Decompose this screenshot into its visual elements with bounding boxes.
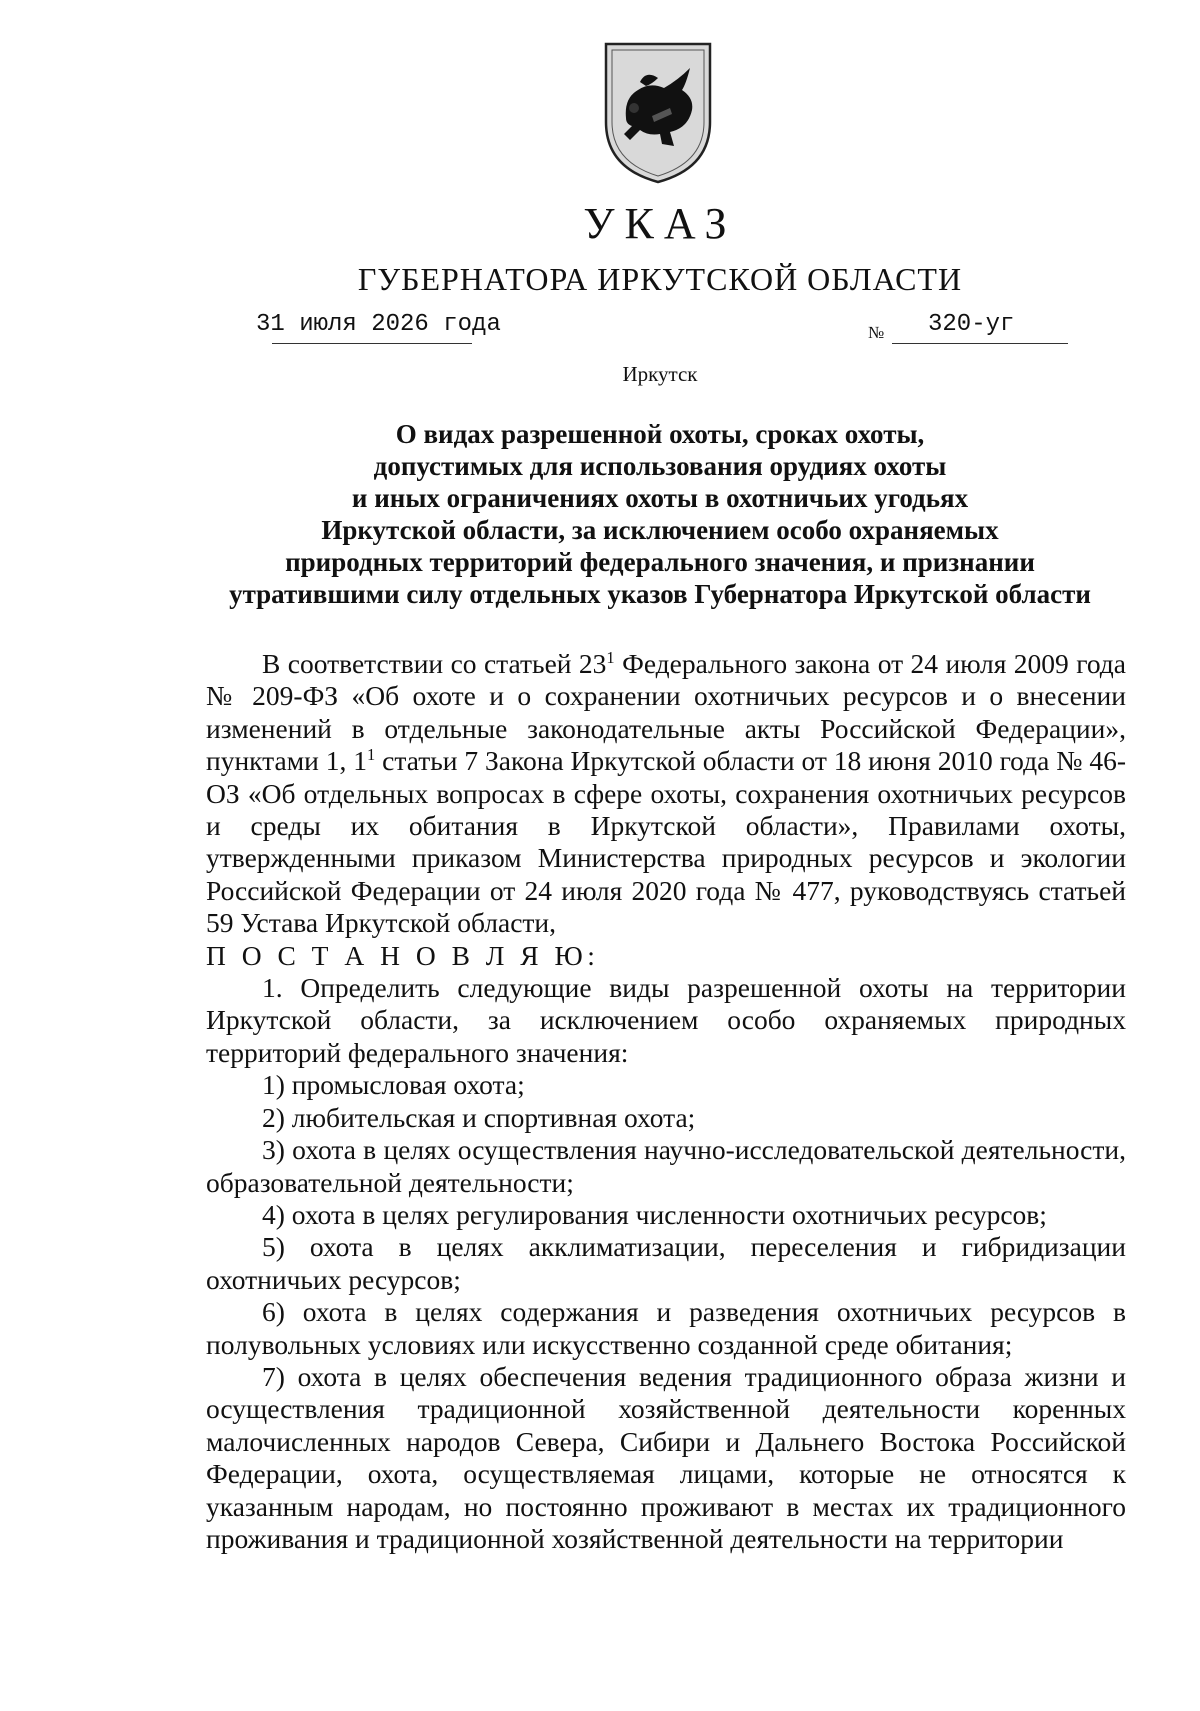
decree-word: П О С Т А Н О В Л Я Ю:	[206, 939, 600, 971]
number-underline	[892, 343, 1068, 344]
number-label: №	[868, 323, 885, 342]
preamble-text-2: Федерального закона от 24 июля 2009 года № 209-ФЗ «Об охоте и о сохранении охотничьих ресурсов и о внесении изменений в отдельные законодательные акты Российской Федерации», пунктами 1, 1	[206, 648, 1126, 777]
decree-body	[206, 648, 1126, 1555]
decree-number: 320-уг	[928, 311, 1015, 338]
superscript: 1	[606, 647, 615, 667]
decree-date: 31 июля 2026 года	[256, 311, 501, 338]
heading-line: О видах разрешенной охоты, сроках охоты,	[395, 419, 925, 449]
heading-line: допустимых для использования орудиях охоты	[373, 451, 947, 481]
preamble-text-3: статьи 7 Закона Иркутской области от 18 июня 2010 года № 46-ОЗ «Об отдельных вопросах в сфере охоты, сохранения охотничьих ресурсов и среды их обитания в Иркутской области», Правилами охоты, утвержденными приказом Министерства природных ресурсов и экологии Российской Федерации от 24 июля 2020 года № 477, руководствуясь статьей 59 Устава Иркутской области,	[206, 745, 1126, 939]
issuer-title: ГУБЕРНАТОРА ИРКУТСКОЙ ОБЛАСТИ	[357, 261, 963, 297]
item-paragraph: 1) промысловая охота;	[262, 1069, 525, 1101]
item-paragraph: 1. Определить следующие виды разрешенной охоты на территории Иркутской области, за исключением особо охраняемых природных территорий федерального значения:	[206, 972, 1126, 1068]
item-paragraph: 2) любительская и спортивная охота;	[262, 1101, 696, 1133]
heading-line: природных территорий федерального значения, и признании	[285, 547, 1035, 577]
preamble-text-1: В соответствии со статьей 23	[262, 648, 607, 679]
document-type-title: УКАЗ	[583, 199, 737, 248]
heading-line: и иных ограничениях охоты в охотничьих угодьях	[351, 483, 969, 513]
decree-heading	[200, 418, 1120, 610]
item-paragraph: 4) охота в целях регулирования численности охотничьих ресурсов;	[262, 1198, 1047, 1230]
item-paragraph: 5) охота в целях акклиматизации, переселения и гибридизации охотничьих ресурсов;	[206, 1231, 1126, 1295]
item-paragraph: 7) охота в целях обеспечения ведения традиционного образа жизни и осуществления традиционной хозяйственной деятельности коренных малочисленных народов Севера, Сибири и Дальнего Востока Российской Федерации, охота, осуществляемая лицами, которые не относятся к указанным народам, но постоянно проживают в местах их традиционного проживания и традиционной хозяйственной деятельности на территории	[206, 1360, 1126, 1554]
heading-line: Иркутской области, за исключением особо охраняемых	[321, 515, 999, 545]
preamble-paragraph	[206, 648, 1126, 940]
heading-line: утратившими силу отдельных указов Губернатора Иркутской области	[229, 579, 1091, 609]
city: Иркутск	[622, 362, 698, 386]
item-paragraph: 3) охота в целях осуществления научно-исследовательской деятельности, образовательной деятельности;	[206, 1134, 1126, 1198]
item-paragraph: 6) охота в целях содержания и разведения охотничьих ресурсов в полувольных условиях или искусственно созданной среде обитания;	[206, 1296, 1126, 1360]
date-underline	[272, 343, 472, 344]
coat-of-arms-emblem	[600, 38, 716, 186]
superscript: 1	[367, 745, 376, 765]
